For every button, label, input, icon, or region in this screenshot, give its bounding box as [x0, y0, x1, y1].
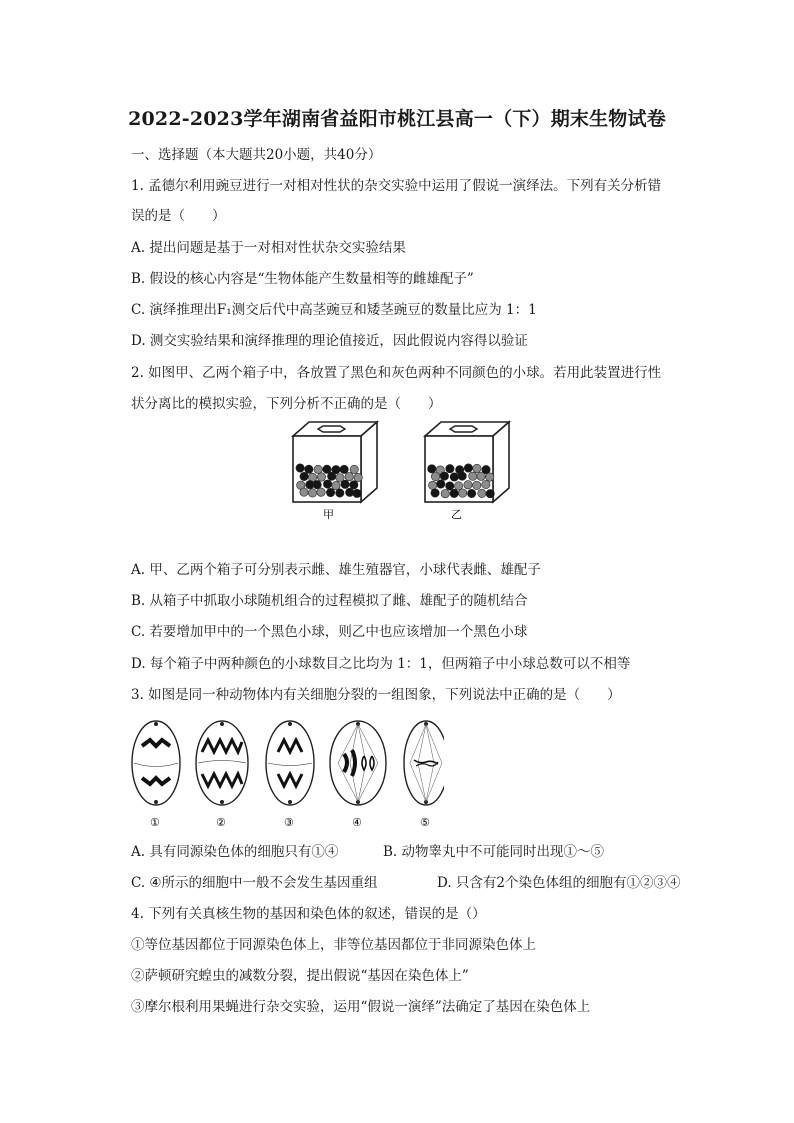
black-ball — [467, 489, 475, 497]
black-ball — [431, 489, 439, 497]
gray-ball — [441, 489, 449, 497]
gray-ball — [354, 473, 362, 481]
black-ball — [458, 472, 466, 480]
black-ball — [327, 472, 335, 480]
cell-label-4: ④ — [352, 816, 362, 829]
black-ball — [464, 464, 472, 472]
cell-1 — [132, 721, 180, 805]
q4-statement-2: ②萨顿研究蝗虫的减数分裂，提出假说“基因在染色体上” — [131, 968, 469, 984]
gray-ball — [486, 473, 494, 481]
gray-ball — [350, 465, 358, 473]
q3-stem-line1: 3. 如图是同一种动物体内有关细胞分裂的一组图象，下列说法中正确的是（ ） — [131, 687, 621, 703]
black-ball — [313, 480, 321, 488]
q3-option-b: B. 动物睾丸中不可能同时出现①～⑤ — [383, 844, 605, 860]
black-ball — [323, 480, 331, 488]
black-ball — [353, 489, 361, 497]
box-left-label: 甲 — [323, 508, 334, 521]
black-ball — [346, 488, 354, 496]
black-ball — [300, 472, 308, 480]
black-ball — [296, 464, 304, 472]
gray-ball — [317, 488, 325, 496]
q1-stem-line1: 1. 孟德尔利用豌豆进行一对相对性状的杂交实验中运用了假说一演绎法。下列有关分析错 — [131, 178, 662, 194]
black-ball — [440, 472, 448, 480]
q3-option-d: D. 只含有2个染色体组的细胞有①②③④ — [437, 875, 681, 891]
black-ball — [446, 482, 454, 490]
black-ball — [446, 464, 454, 472]
q1-option-c: C. 演绎推理出F₁测交后代中高茎豌豆和矮茎豌豆的数量比应为 1：1 — [131, 302, 537, 318]
section-heading: 一、选择题（本大题共20小题，共40分） — [131, 147, 382, 163]
black-ball — [336, 489, 344, 497]
gray-ball — [300, 488, 308, 496]
gray-ball — [477, 472, 485, 480]
q1-option-a: A. 提出问题是基于一对相对性状杂交实验结果 — [131, 240, 406, 256]
q4-stem-line1: 4. 下列有关真核生物的基因和染色体的叙述，错误的是（） — [131, 906, 486, 922]
gray-ball — [345, 472, 353, 480]
black-ball — [326, 488, 334, 496]
gray-ball — [308, 489, 316, 497]
q3-option-c: C. ④所示的细胞中一般不会发生基因重组 — [131, 875, 378, 891]
q2-stem-line1: 2. 如图甲、乙两个箱子中，各放置了黑色和灰色两种不同颜色的小球。若用此装置进行性 — [131, 365, 662, 381]
q1-option-d: D. 测交实验结果和演绎推理的理论值接近，因此假说内容得以验证 — [131, 333, 528, 349]
q1-stem-line2: 误的是（ ） — [131, 208, 226, 224]
box-right — [425, 422, 509, 502]
cell-3 — [266, 721, 314, 805]
gray-ball — [482, 480, 490, 488]
cell-label-5: ⑤ — [420, 816, 430, 829]
q2-option-c: C. 若要增加甲中的一个黑色小球，则乙中也应该增加一个黑色小球 — [131, 624, 528, 640]
cell-2 — [196, 721, 248, 805]
black-ball — [428, 465, 436, 473]
black-ball — [450, 489, 458, 497]
q4-statement-1: ①等位基因都位于同源染色体上，非等位基因都位于非同源染色体上 — [131, 937, 536, 953]
gray-ball — [429, 481, 437, 489]
box-right-label: 乙 — [451, 508, 462, 521]
black-ball — [486, 489, 494, 497]
cell-division-figure — [128, 718, 444, 830]
cell-4 — [330, 721, 386, 805]
black-ball — [437, 480, 445, 488]
cell-label-2: ② — [216, 816, 226, 829]
gray-ball — [473, 464, 481, 472]
gray-ball — [473, 481, 481, 489]
black-ball — [450, 473, 458, 481]
box-left — [293, 422, 377, 502]
q3-option-a: A. 具有同源染色体的细胞只有①④ — [131, 844, 339, 860]
gray-ball — [317, 473, 325, 481]
gray-ball — [458, 489, 466, 497]
gray-ball — [464, 481, 472, 489]
gray-ball — [469, 472, 477, 480]
exam-title: 2022-2023学年湖南省益阳市桃江县高一（下）期末生物试卷 — [128, 108, 666, 130]
gray-ball — [478, 489, 486, 497]
cell-label-1: ① — [150, 816, 160, 829]
q2-stem-line2: 状分离比的模拟实验，下列分析不正确的是（ ） — [131, 396, 442, 412]
q2-option-a: A. 甲、乙两个箱子可分别表示雌、雄生殖器官，小球代表雌、雄配子 — [131, 562, 541, 578]
q2-option-b: B. 从箱子中抓取小球随机组合的过程模拟了雌、雄配子的随机结合 — [131, 593, 528, 609]
q1-option-b: B. 假设的核心内容是“生物体能产生数量相等的雌雄配子” — [131, 271, 474, 287]
black-ball — [350, 481, 358, 489]
gray-ball — [314, 465, 322, 473]
cell-label-3: ③ — [284, 816, 294, 829]
cell-5 — [404, 721, 444, 805]
gray-ball — [431, 472, 439, 480]
ball-boxes-figure — [285, 418, 525, 522]
black-ball — [341, 480, 349, 488]
q2-option-d: D. 每个箱子中两种颜色的小球数目之比均为 1：1，但两箱子中小球总数可以不相等 — [131, 656, 631, 672]
q4-statement-3: ③摩尔根利用果蝇进行杂交实验，运用“假说一演绎”法确定了基因在染色体上 — [131, 999, 591, 1015]
black-ball — [305, 465, 313, 473]
black-ball — [340, 465, 348, 473]
